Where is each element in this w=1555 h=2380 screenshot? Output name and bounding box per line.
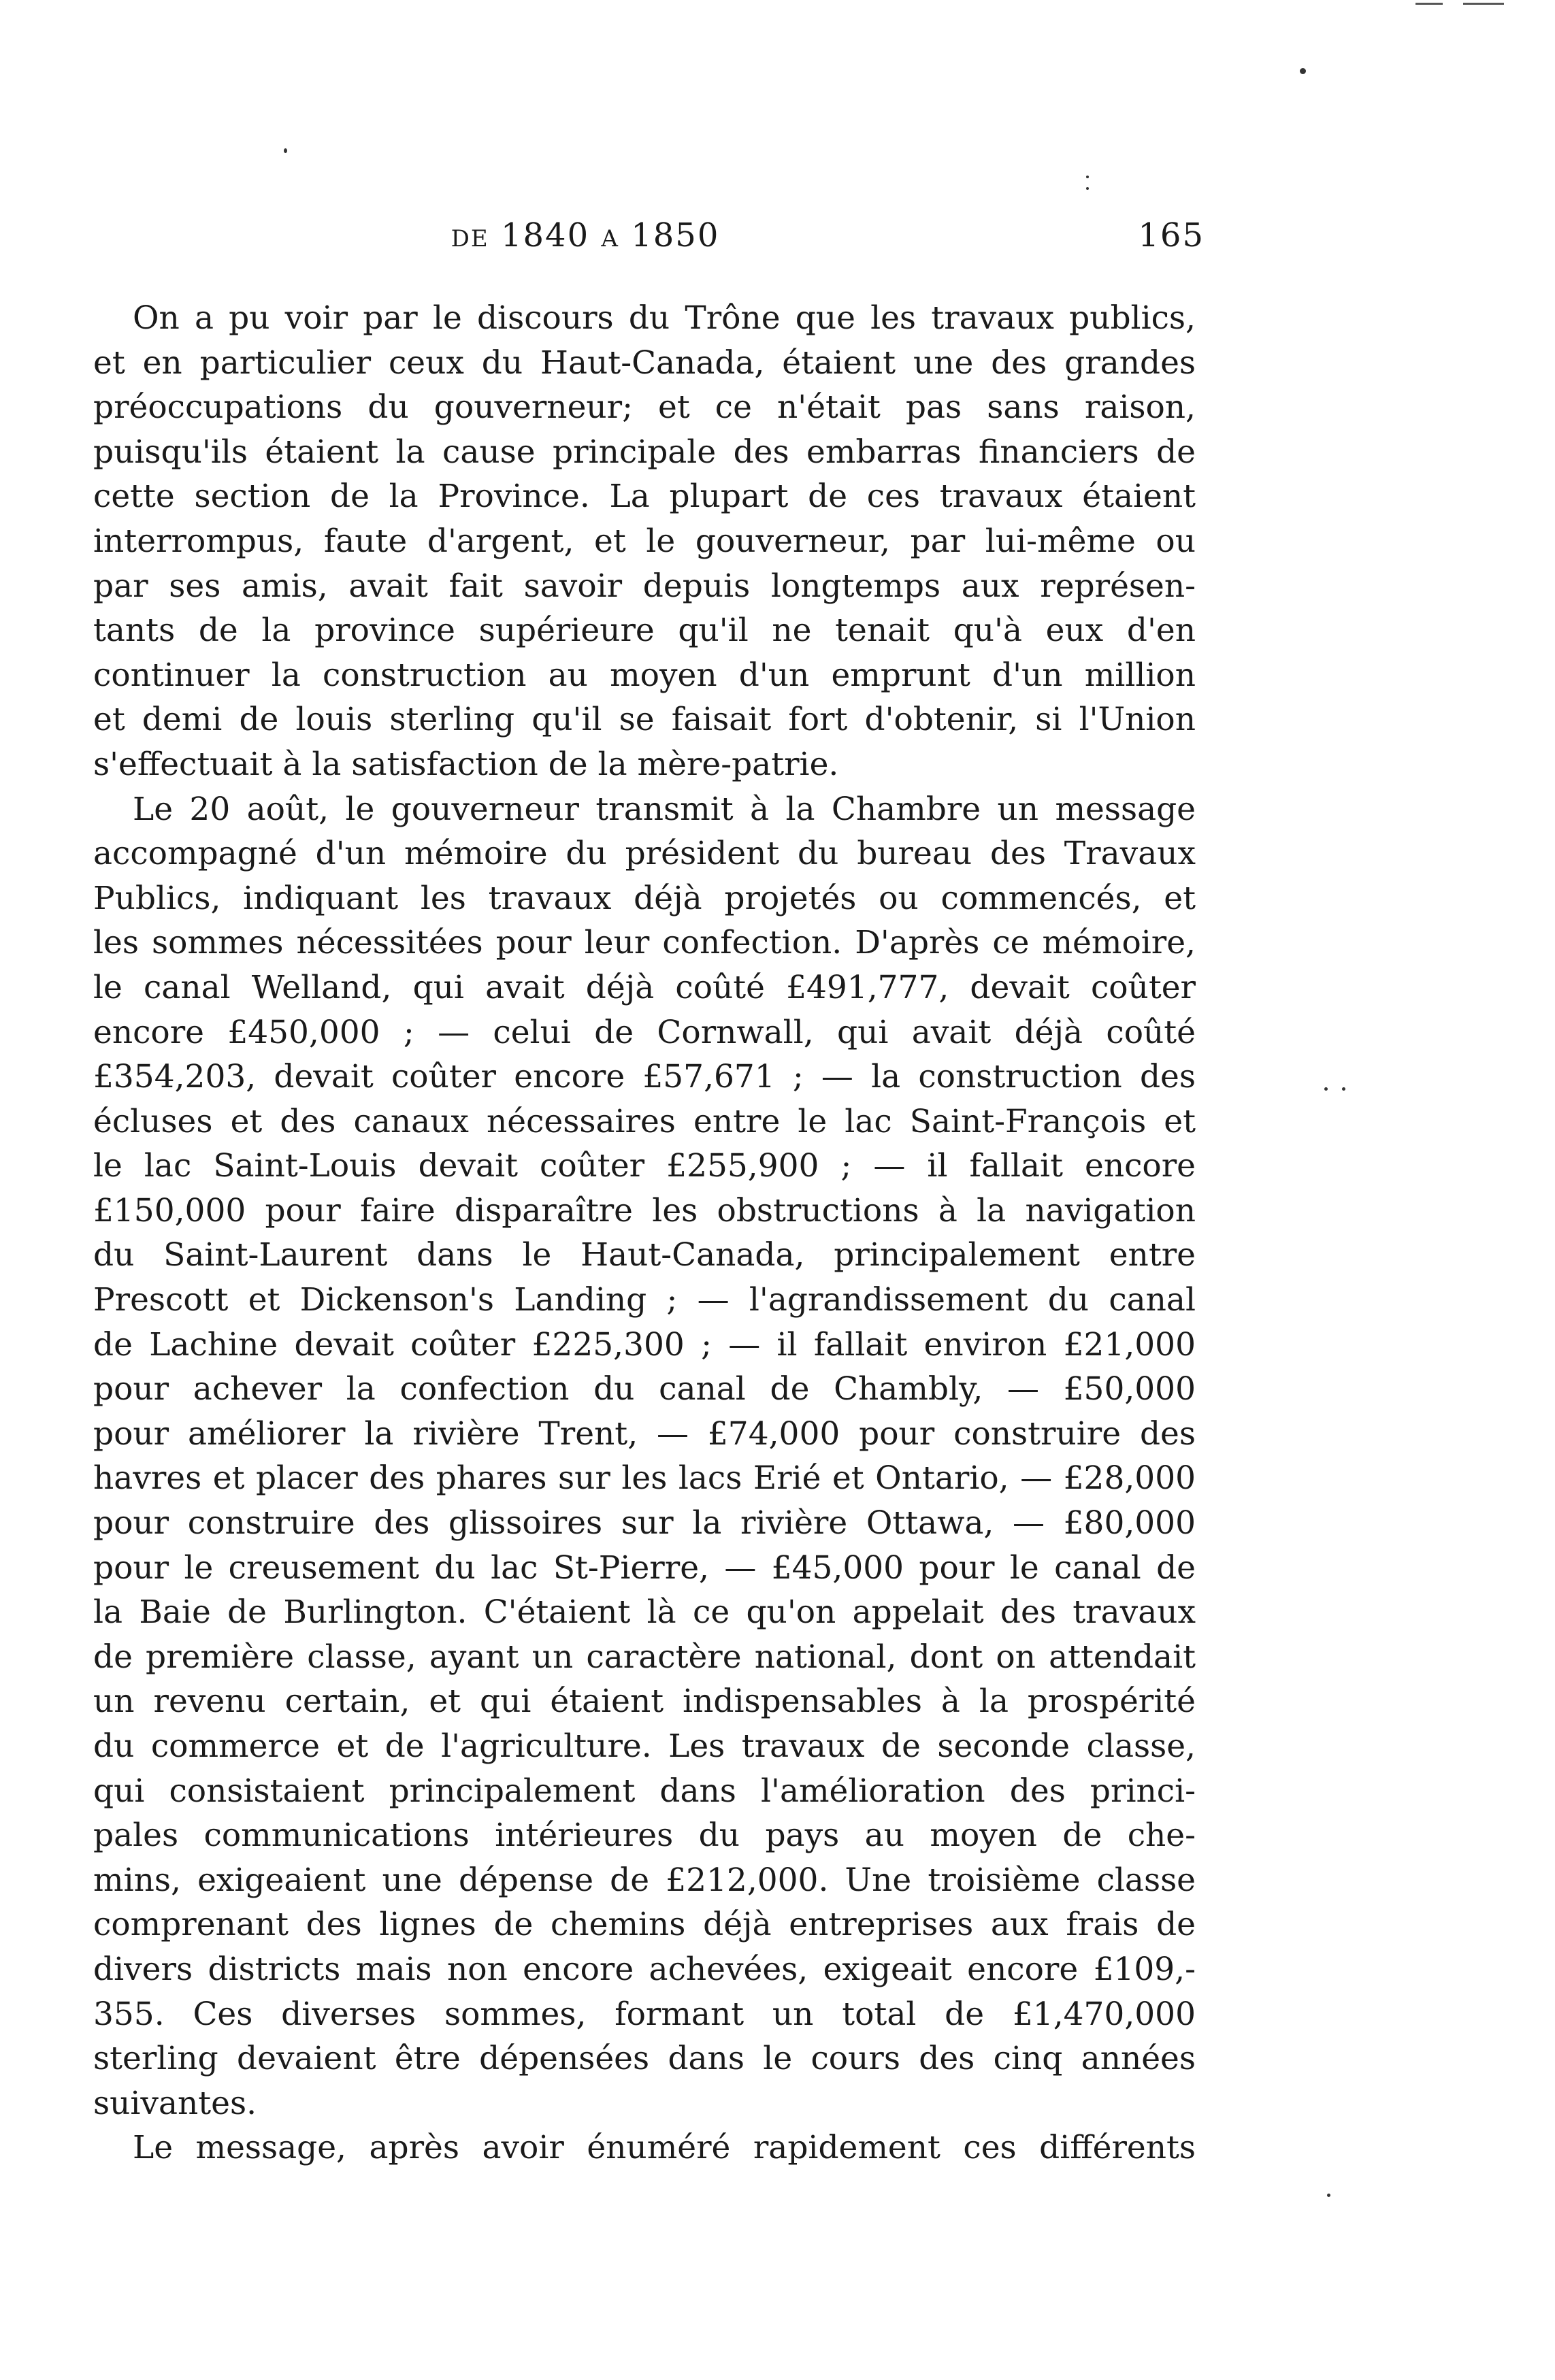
text-line: préoccupations du gouverneur; et ce n'était pas sans raison, [93, 389, 1196, 427]
text-line: écluses et des canaux nécessaires entre le lac Saint-François et [93, 1102, 1196, 1140]
text-line: du commerce et de l'agriculture. Les travaux de seconde classe, [93, 1728, 1196, 1765]
text-line: pour améliorer la rivière Trent, — £74,000 pour construire des [93, 1415, 1196, 1453]
ink-speck [1342, 1087, 1345, 1091]
text-line: la Baie de Burlington. C'étaient là ce qu'on appelait des travaux [93, 1593, 1196, 1632]
text-line: comprenant des lignes de chemins déjà entreprises aux frais de [93, 1906, 1196, 1944]
ink-speck [1327, 2194, 1330, 2197]
text-line: sterling devaient être dépensées dans le cours des cinq années [93, 2040, 1196, 2078]
text-line: accompagné d'un mémoire du président du bureau des Travaux [93, 835, 1196, 873]
text-line: £354,203, devait coûter encore £57,671 ; — la construction des [93, 1058, 1196, 1096]
text-line: pour construire des glissoires sur la rivière Ottawa, — £80,000 [93, 1504, 1196, 1542]
text-line: les sommes nécessitées pour leur confection. D'après ce mémoire, [93, 924, 1196, 962]
ink-speck [1086, 176, 1089, 178]
text-line: £150,000 pour faire disparaître les obstructions à la navigation [93, 1191, 1196, 1229]
page-header [95, 216, 1205, 271]
ink-speck [1300, 68, 1306, 74]
text-line: Le message, après avoir énuméré rapidement ces différents [133, 2129, 1196, 2167]
page-number: 165 [1138, 216, 1205, 254]
text-line: mins, exigeaient une dépense de £212,000. Une troisième classe [93, 1861, 1196, 1899]
body-text [93, 296, 1196, 2170]
text-line: Prescott et Dickenson's Landing ; — l'agrandissement du canal [93, 1281, 1196, 1319]
text-line: 355. Ces diverses sommes, formant un total de £1,470,000 [93, 1995, 1196, 2033]
text-line: de première classe, ayant un caractère national, dont on attendait [93, 1638, 1196, 1676]
text-line: puisqu'ils étaient la cause principale des embarras financiers de [93, 433, 1196, 471]
running-title: de 1840 a 1850 [451, 216, 720, 254]
text-line: et demi de louis sterling qu'il se faisait fort d'obtenir, si l'Union [93, 701, 1196, 739]
ink-speck [1086, 187, 1089, 190]
text-line: interrompus, faute d'argent, et le gouverneur, par lui-même ou [93, 522, 1196, 560]
scan-edge-mark [1415, 3, 1443, 5]
text-line: le lac Saint-Louis devait coûter £255,900 ; — il fallait encore [93, 1147, 1196, 1185]
ink-speck [1324, 1087, 1328, 1091]
text-line: havres et placer des phares sur les lacs Erié et Ontario, — £28,000 [93, 1459, 1196, 1498]
ink-speck [284, 148, 287, 153]
text-line: Le 20 août, le gouverneur transmit à la Chambre un message [133, 790, 1196, 828]
text-line: par ses amis, avait fait savoir depuis longtemps aux représen- [93, 567, 1196, 605]
text-line: pales communications intérieures du pays au moyen de che- [93, 1817, 1196, 1855]
text-line: du Saint-Laurent dans le Haut-Canada, principalement entre [93, 1236, 1196, 1274]
scan-edge-mark [1463, 3, 1504, 5]
text-line: encore £450,000 ; — celui de Cornwall, qui avait déjà coûté [93, 1013, 1196, 1051]
text-line: Publics, indiquant les travaux déjà projetés ou commencés, et [93, 879, 1196, 917]
text-line: s'effectuait à la satisfaction de la mère-patrie. [93, 745, 839, 783]
text-line: le canal Welland, qui avait déjà coûté £491,777, devait coûter [93, 968, 1196, 1006]
text-line: continuer la construction au moyen d'un emprunt d'un million [93, 656, 1196, 694]
text-line: suivantes. [93, 2084, 257, 2122]
text-line: On a pu voir par le discours du Trône que les travaux publics, [133, 299, 1196, 337]
text-line: pour achever la confection du canal de Chambly, — £50,000 [93, 1370, 1196, 1408]
text-line: de Lachine devait coûter £225,300 ; — il fallait environ £21,000 [93, 1325, 1196, 1363]
text-line: divers districts mais non encore achevées, exigeait encore £109,- [93, 1950, 1196, 1988]
text-line: et en particulier ceux du Haut-Canada, étaient une des grandes [93, 344, 1196, 382]
text-line: un revenu certain, et qui étaient indispensables à la prospérité [93, 1683, 1196, 1721]
text-line: pour le creusement du lac St-Pierre, — £45,000 pour le canal de [93, 1549, 1196, 1587]
text-line: qui consistaient principalement dans l'amélioration des princi- [93, 1772, 1196, 1810]
text-line: cette section de la Province. La plupart de ces travaux étaient [93, 478, 1196, 516]
text-line: tants de la province supérieure qu'il ne tenait qu'à eux d'en [93, 612, 1196, 650]
